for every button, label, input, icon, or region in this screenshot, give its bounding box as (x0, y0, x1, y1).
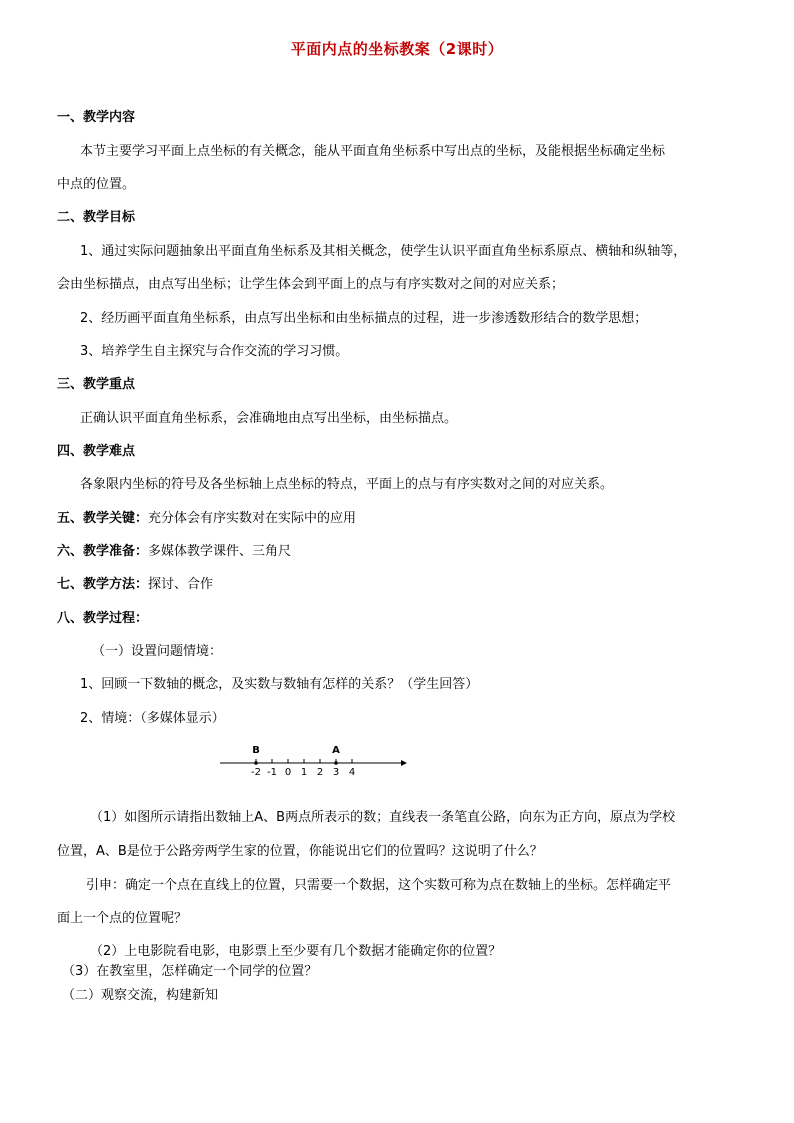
number-line-tick-label: 4 (348, 767, 356, 778)
preparation-line (57, 542, 291, 562)
number-line-tick-label: -1 (267, 767, 277, 778)
key-points-heading: 三、教学重点 (57, 377, 136, 392)
question-1: 1、回顾一下数轴的概念，及实数与数轴有怎样的关系？（学生回答） (80, 677, 479, 692)
point-b-marker (254, 761, 258, 765)
problem-1-line2: 位置，A、B是位于公路旁两学生家的位置，你能说出它们的位置吗？这说明了什么？ (57, 844, 543, 859)
question-2: 2、情境：（多媒体显示） (80, 711, 225, 726)
crux-line (57, 509, 356, 529)
difficulties-heading: 四、教学难点 (57, 444, 136, 459)
number-line-figure (218, 742, 408, 778)
process-heading: 八、教学过程： (57, 611, 149, 626)
step-2-heading: （二）观察交流，构建新知 (62, 988, 219, 1003)
point-b-label: B (252, 745, 260, 756)
method-heading: 七、教学方法： (57, 577, 149, 592)
content-paragraph-line1: 本节主要学习平面上点坐标的有关概念，能从平面直角坐标系中写出点的坐标，及能根据坐标确定坐标 (80, 144, 666, 159)
number-line-arrow (401, 760, 407, 766)
number-line-tick-label: 3 (332, 767, 340, 778)
method-text: 探讨、合作 (148, 577, 214, 592)
method-line (57, 575, 213, 595)
number-line-tick-label: 1 (300, 767, 308, 778)
point-a-marker (334, 761, 338, 765)
goals-heading: 二、教学目标 (57, 210, 136, 225)
content-paragraph-line2: 中点的位置。 (57, 177, 136, 192)
key-points-text: 正确认识平面直角坐标系，会准确地由点写出坐标，由坐标描点。 (80, 411, 458, 426)
number-line-points (252, 745, 340, 765)
point-a-label: A (332, 745, 340, 756)
number-line-tick-label: 2 (316, 767, 324, 778)
extension-line1: 引申：确定一个点在直线上的位置，只需要一个数据，这个实数可称为点在数轴上的坐标。怎样确定平 (86, 878, 672, 893)
goal-1-line1: 1、通过实际问题抽象出平面直角坐标系及其相关概念，使学生认识平面直角坐标系原点、横轴和纵轴等， (80, 244, 687, 259)
content-heading: 一、教学内容 (57, 110, 136, 125)
document-title: 平面内点的坐标教案（2课时） (290, 40, 504, 58)
goal-1-line2: 会由坐标描点，由点写出坐标；让学生体会到平面上的点与有序实数对之间的对应关系； (57, 277, 565, 292)
problem-1-line1: （1）如图所示请指出数轴上A、B两点所表示的数；直线表一条笔直公路，向东为正方向，原点为学校 (90, 810, 676, 825)
preparation-heading: 六、教学准备： (57, 544, 149, 559)
number-line-tick-labels (251, 767, 355, 778)
problem-3: （3）在教室里，怎样确定一个同学的位置？ (62, 964, 318, 979)
number-line-tick-label: -2 (251, 767, 261, 778)
preparation-text: 多媒体教学课件、三角尺 (148, 544, 292, 559)
difficulties-text: 各象限内坐标的符号及各坐标轴上点坐标的特点，平面上的点与有序实数对之间的对应关系。 (80, 477, 614, 492)
goal-2: 2、经历画平面直角坐标系，由点写出坐标和由坐标描点的过程，进一步渗透数形结合的数学思想； (80, 311, 648, 326)
extension-line2: 面上一个点的位置呢？ (57, 911, 188, 926)
crux-heading: 五、教学关键： (57, 511, 149, 526)
crux-text: 充分体会有序实数对在实际中的应用 (148, 511, 357, 526)
problem-2: （2）上电影院看电影，电影票上至少要有几个数据才能确定你的位置？ (90, 944, 502, 959)
goal-3: 3、培养学生自主探究与合作交流的学习习惯。 (80, 344, 349, 359)
number-line-tick-label: 0 (284, 767, 292, 778)
step-1-heading: （一）设置问题情境： (92, 644, 223, 659)
